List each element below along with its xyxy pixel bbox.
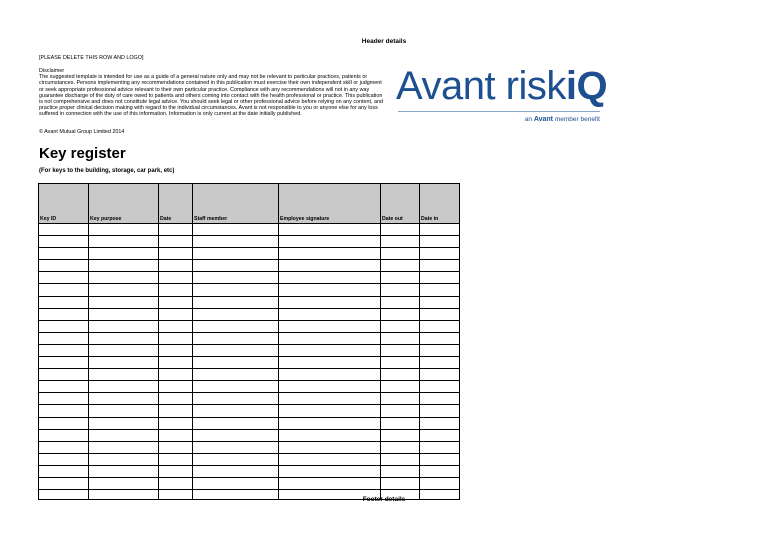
table-cell[interactable] (381, 417, 420, 429)
table-row (39, 344, 460, 356)
table-cell[interactable] (39, 381, 89, 393)
table-cell[interactable] (193, 320, 279, 332)
table-cell[interactable] (39, 260, 89, 272)
table-cell[interactable] (381, 405, 420, 417)
page-subtitle: (For keys to the building, storage, car park, etc) (39, 168, 175, 174)
table-cell[interactable] (159, 417, 193, 429)
table-cell[interactable] (89, 381, 159, 393)
table-cell[interactable] (279, 453, 381, 465)
table-cell[interactable] (89, 272, 159, 284)
table-row (39, 236, 460, 248)
column-header-date-in: Date in (420, 184, 460, 224)
table-row (39, 405, 460, 417)
table-cell[interactable] (279, 320, 381, 332)
table-row (39, 477, 460, 489)
table-cell[interactable] (39, 405, 89, 417)
table-cell[interactable] (420, 308, 460, 320)
table-cell[interactable] (279, 224, 381, 236)
table-cell[interactable] (89, 405, 159, 417)
table-cell[interactable] (193, 477, 279, 489)
table-cell[interactable] (159, 405, 193, 417)
table-cell[interactable] (420, 260, 460, 272)
table-cell[interactable] (89, 284, 159, 296)
column-header-key-id: Key ID (39, 184, 89, 224)
table-row (39, 381, 460, 393)
column-header-date: Date (159, 184, 193, 224)
table-cell[interactable] (159, 308, 193, 320)
table-cell[interactable] (89, 320, 159, 332)
table-cell[interactable] (381, 320, 420, 332)
table-cell[interactable] (39, 441, 89, 453)
table-row (39, 260, 460, 272)
table-cell[interactable] (89, 236, 159, 248)
table-cell[interactable] (159, 224, 193, 236)
table-row (39, 284, 460, 296)
table-row (39, 308, 460, 320)
table-cell[interactable] (381, 393, 420, 405)
table-cell[interactable] (279, 284, 381, 296)
table-cell[interactable] (420, 284, 460, 296)
table-cell[interactable] (39, 357, 89, 369)
column-header-staff-member: Staff member (193, 184, 279, 224)
table-cell[interactable] (89, 453, 159, 465)
table-cell[interactable] (381, 344, 420, 356)
table-cell[interactable] (193, 344, 279, 356)
table-row (39, 296, 460, 308)
table-cell[interactable] (381, 224, 420, 236)
table-cell[interactable] (159, 357, 193, 369)
table-cell[interactable] (279, 429, 381, 441)
table-cell[interactable] (89, 429, 159, 441)
table-cell[interactable] (420, 477, 460, 489)
table-cell[interactable] (159, 465, 193, 477)
table-cell[interactable] (89, 369, 159, 381)
logo-tagline (525, 116, 600, 123)
key-register-table (38, 183, 460, 500)
column-header-key-purpose: Key purpose (89, 184, 159, 224)
table-cell[interactable] (159, 477, 193, 489)
table-cell[interactable] (193, 429, 279, 441)
table-cell[interactable] (279, 344, 381, 356)
table-cell[interactable] (420, 369, 460, 381)
table-cell[interactable] (39, 429, 89, 441)
table-cell[interactable] (193, 405, 279, 417)
copyright: © Avant Mutual Group Limited 2014 (39, 129, 125, 135)
table-header-row (39, 184, 460, 224)
table-cell[interactable] (193, 260, 279, 272)
table-row (39, 320, 460, 332)
table-cell[interactable] (89, 224, 159, 236)
table-cell[interactable] (193, 236, 279, 248)
table-cell[interactable] (193, 308, 279, 320)
table-cell[interactable] (279, 405, 381, 417)
disclaimer-heading: Disclaimer (39, 68, 65, 74)
table-cell[interactable] (159, 272, 193, 284)
table-cell[interactable] (420, 344, 460, 356)
table-cell[interactable] (279, 357, 381, 369)
table-cell[interactable] (420, 224, 460, 236)
table-cell[interactable] (159, 248, 193, 260)
table-cell[interactable] (39, 248, 89, 260)
table-cell[interactable] (193, 417, 279, 429)
table-cell[interactable] (420, 248, 460, 260)
table-cell[interactable] (381, 284, 420, 296)
table-cell[interactable] (279, 477, 381, 489)
table-cell[interactable] (420, 272, 460, 284)
table-cell[interactable] (193, 369, 279, 381)
table-cell[interactable] (89, 344, 159, 356)
table-cell[interactable] (159, 236, 193, 248)
table-cell[interactable] (89, 477, 159, 489)
table-cell[interactable] (89, 296, 159, 308)
table-row (39, 393, 460, 405)
logo-main-text: Avant risk (396, 64, 566, 108)
table-row (39, 369, 460, 381)
table-cell[interactable] (159, 441, 193, 453)
table-cell[interactable] (159, 429, 193, 441)
table-cell[interactable] (159, 369, 193, 381)
table-cell[interactable] (279, 236, 381, 248)
table-cell[interactable] (279, 369, 381, 381)
table-cell[interactable] (193, 224, 279, 236)
table-cell[interactable] (420, 453, 460, 465)
table-cell[interactable] (159, 320, 193, 332)
table-cell[interactable] (279, 260, 381, 272)
table-cell[interactable] (381, 453, 420, 465)
table-cell[interactable] (420, 417, 460, 429)
table-cell[interactable] (39, 332, 89, 344)
table-cell[interactable] (381, 429, 420, 441)
table-cell[interactable] (381, 357, 420, 369)
table-cell[interactable] (39, 369, 89, 381)
table-cell[interactable] (381, 260, 420, 272)
table-cell[interactable] (193, 296, 279, 308)
table-cell[interactable] (159, 284, 193, 296)
table-cell[interactable] (39, 465, 89, 477)
table-cell[interactable] (39, 284, 89, 296)
logo-tagline-prefix: an (524, 116, 532, 123)
table-cell[interactable] (381, 236, 420, 248)
table-cell[interactable] (39, 417, 89, 429)
table-cell[interactable] (159, 296, 193, 308)
disclaimer-body: The suggested template is intended for use as a guide of a general nature only and may not be relevant to particular practices, patients or circumstances. Persons implementing any recommendations contained in this publication must exercise their own independent skill or judgment or seek appropriate professional advice relevant to their own particular practice. Compliance with any recommendations will not in any way guarantee discharge of the duty of care owed to patients and others coming into contact with the health professional or practice. This publication is not comprehensive and does not constitute legal advice. You should seek legal or other professional advice before relying on any content, and practice proper clinical decision making with regard to the individual circumstances. Avant is not responsible to you or anyone else for any loss suffered in connection with the use of this information. Information is only current at the date initially published. (39, 74, 384, 118)
table-cell[interactable] (89, 332, 159, 344)
logo-divider (398, 111, 600, 112)
table-cell[interactable] (39, 236, 89, 248)
page-title: Key register (39, 145, 126, 162)
table-cell[interactable] (420, 381, 460, 393)
table-cell[interactable] (39, 453, 89, 465)
table-cell[interactable] (39, 224, 89, 236)
table-cell[interactable] (193, 441, 279, 453)
table-cell[interactable] (159, 344, 193, 356)
table-row (39, 453, 460, 465)
logo-tagline-brand: Avant (533, 116, 554, 123)
table-cell[interactable] (39, 308, 89, 320)
avant-riskiq-logo (396, 62, 606, 132)
table-cell[interactable] (89, 308, 159, 320)
table-cell[interactable] (381, 477, 420, 489)
table-cell[interactable] (193, 453, 279, 465)
table-cell[interactable] (39, 393, 89, 405)
table-cell[interactable] (279, 332, 381, 344)
column-header-date-out: Date out (381, 184, 420, 224)
table-cell[interactable] (89, 441, 159, 453)
table-row (39, 429, 460, 441)
table-cell[interactable] (89, 357, 159, 369)
table-cell[interactable] (420, 465, 460, 477)
logo-wordmark (396, 62, 607, 110)
table-cell[interactable] (279, 308, 381, 320)
table-cell[interactable] (159, 393, 193, 405)
table-row (39, 224, 460, 236)
table-cell[interactable] (193, 381, 279, 393)
table-cell[interactable] (420, 429, 460, 441)
footer-details: Footer details (362, 496, 406, 503)
table-cell[interactable] (420, 441, 460, 453)
table-cell[interactable] (193, 393, 279, 405)
table-cell[interactable] (381, 248, 420, 260)
table-body (39, 224, 460, 500)
table-cell[interactable] (193, 357, 279, 369)
table-cell[interactable] (39, 296, 89, 308)
table-row (39, 465, 460, 477)
table-cell[interactable] (420, 296, 460, 308)
table-cell[interactable] (279, 417, 381, 429)
table-cell[interactable] (39, 320, 89, 332)
table-cell[interactable] (381, 369, 420, 381)
table-cell[interactable] (89, 260, 159, 272)
table-cell[interactable] (381, 465, 420, 477)
table-cell[interactable] (89, 465, 159, 477)
table-cell[interactable] (193, 465, 279, 477)
table-cell[interactable] (381, 272, 420, 284)
table-cell[interactable] (381, 296, 420, 308)
logo-tagline-suffix: member benefit (554, 116, 600, 123)
table-cell[interactable] (381, 308, 420, 320)
table-cell[interactable] (420, 393, 460, 405)
table-row (39, 272, 460, 284)
table-cell[interactable] (193, 272, 279, 284)
table-cell[interactable] (420, 332, 460, 344)
header-details: Header details (361, 38, 407, 45)
table-cell[interactable] (39, 477, 89, 489)
table-cell[interactable] (159, 260, 193, 272)
table-cell[interactable] (279, 393, 381, 405)
table-row (39, 417, 460, 429)
table-cell[interactable] (420, 357, 460, 369)
table-cell[interactable] (193, 284, 279, 296)
disclaimer (39, 68, 384, 118)
table-cell[interactable] (420, 405, 460, 417)
table-cell[interactable] (39, 344, 89, 356)
table-cell[interactable] (193, 248, 279, 260)
table-cell[interactable] (279, 296, 381, 308)
table-cell[interactable] (279, 441, 381, 453)
delete-note: [PLEASE DELETE THIS ROW AND LOGO] (39, 55, 144, 61)
table-row (39, 357, 460, 369)
column-header-employee-signature: Employee signature (279, 184, 381, 224)
table-cell[interactable] (159, 332, 193, 344)
table-cell[interactable] (89, 393, 159, 405)
table-cell[interactable] (89, 417, 159, 429)
table-cell[interactable] (381, 381, 420, 393)
table-cell[interactable] (193, 332, 279, 344)
table-cell[interactable] (159, 453, 193, 465)
table-cell[interactable] (420, 320, 460, 332)
table-cell[interactable] (279, 381, 381, 393)
table-cell[interactable] (420, 236, 460, 248)
table-row (39, 248, 460, 260)
table-cell[interactable] (279, 248, 381, 260)
table-cell[interactable] (89, 248, 159, 260)
table-row (39, 332, 460, 344)
table-row (39, 441, 460, 453)
logo-iq-text: iQ (565, 64, 608, 108)
table-cell[interactable] (279, 272, 381, 284)
table-cell[interactable] (159, 381, 193, 393)
table-cell[interactable] (279, 465, 381, 477)
table-cell[interactable] (39, 272, 89, 284)
table-cell[interactable] (381, 332, 420, 344)
table-cell[interactable] (381, 441, 420, 453)
